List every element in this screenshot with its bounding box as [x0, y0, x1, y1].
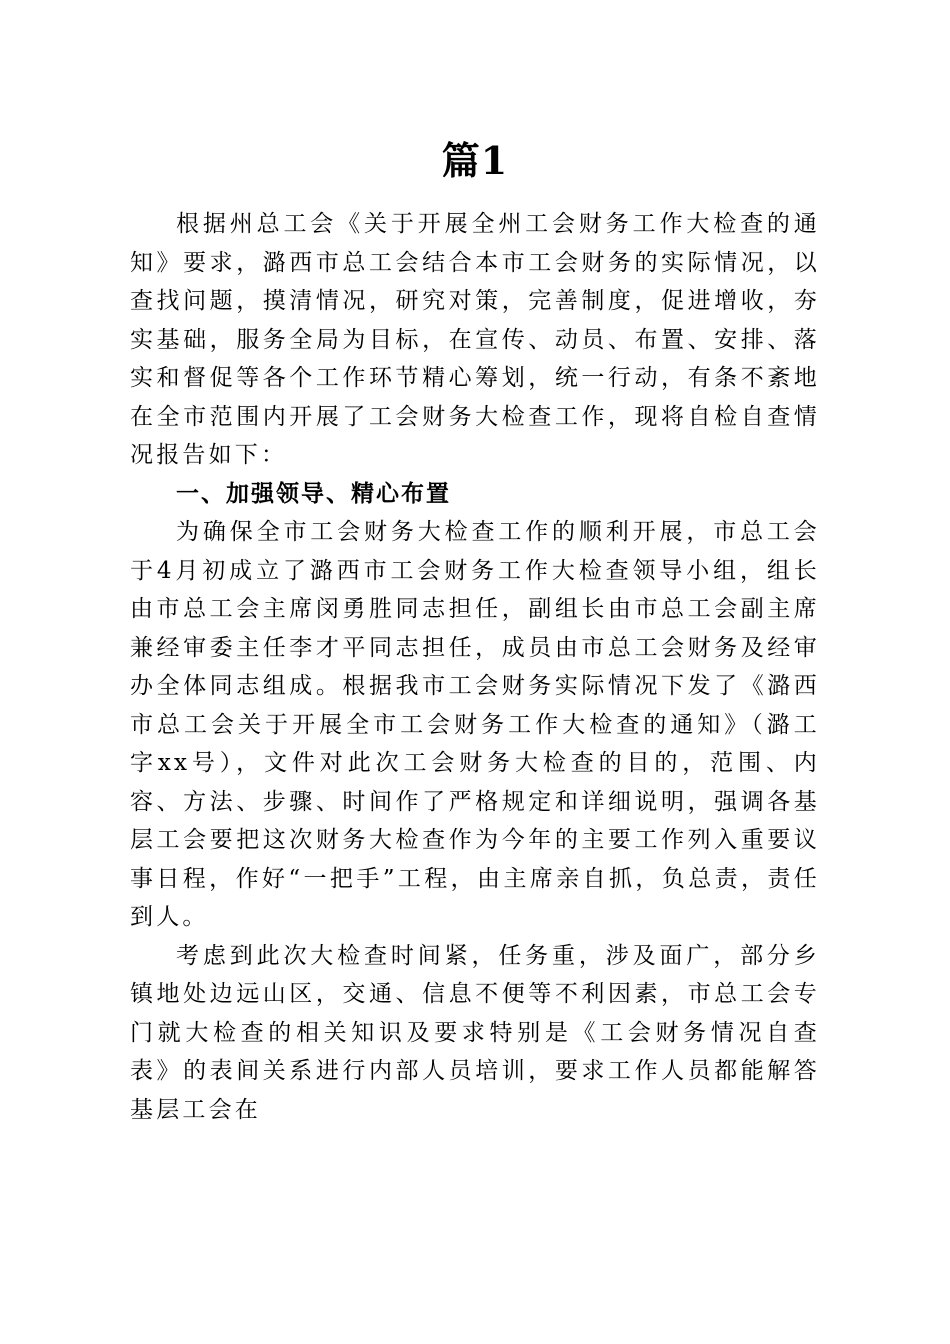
document-body	[130, 205, 820, 1129]
body-paragraph: 考虑到此次大检查时间紧，任务重，涉及面广，部分乡镇地处边远山区，交通、信息不便等不利因素，市总工会专门就大检查的相关知识及要求特别是《工会财务情况自查表》的表间关系进行内部人员培训，要求工作人员都能解答基层工会在	[130, 942, 820, 1123]
body-paragraph: 为确保全市工会财务大检查工作的顺利开展，市总工会于4月初成立了潞西市工会财务工作大检查领导小组，组长由市总工会主席闵勇胜同志担任，副组长由市总工会副主席兼经审委主任李才平同志担任，成员由市总工会财务及经审办全体同志组成。根据我市工会财务实际情况下发了《潞西市总工会关于开展全市工会财务工作大检查的通知》（潞工字xx号），文件对此次工会财务大检查的目的，范围、内容、方法、步骤、时间作了严格规定和详细说明，强调各基层工会要把这次财务大检查作为今年的主要工作列入重要议事日程，作好“一把手”工程，由主席亲自抓，负总责，责任到人。	[130, 519, 820, 930]
section-heading: 一、加强领导、精心布置	[176, 480, 451, 507]
intro-paragraph: 根据州总工会《关于开展全州工会财务工作大检查的通知》要求，潞西市总工会结合本市工会财务的实际情况，以查找问题，摸清情况，研究对策，完善制度，促进增收，夯实基础，服务全局为目标，在宣传、动员、布置、安排、落实和督促等各个工作环节精心筹划，统一行动，有条不紊地在全市范围内开展了工会财务大检查工作，现将自检自查情况报告如下：	[130, 211, 820, 468]
document-title: 篇1	[441, 138, 509, 183]
